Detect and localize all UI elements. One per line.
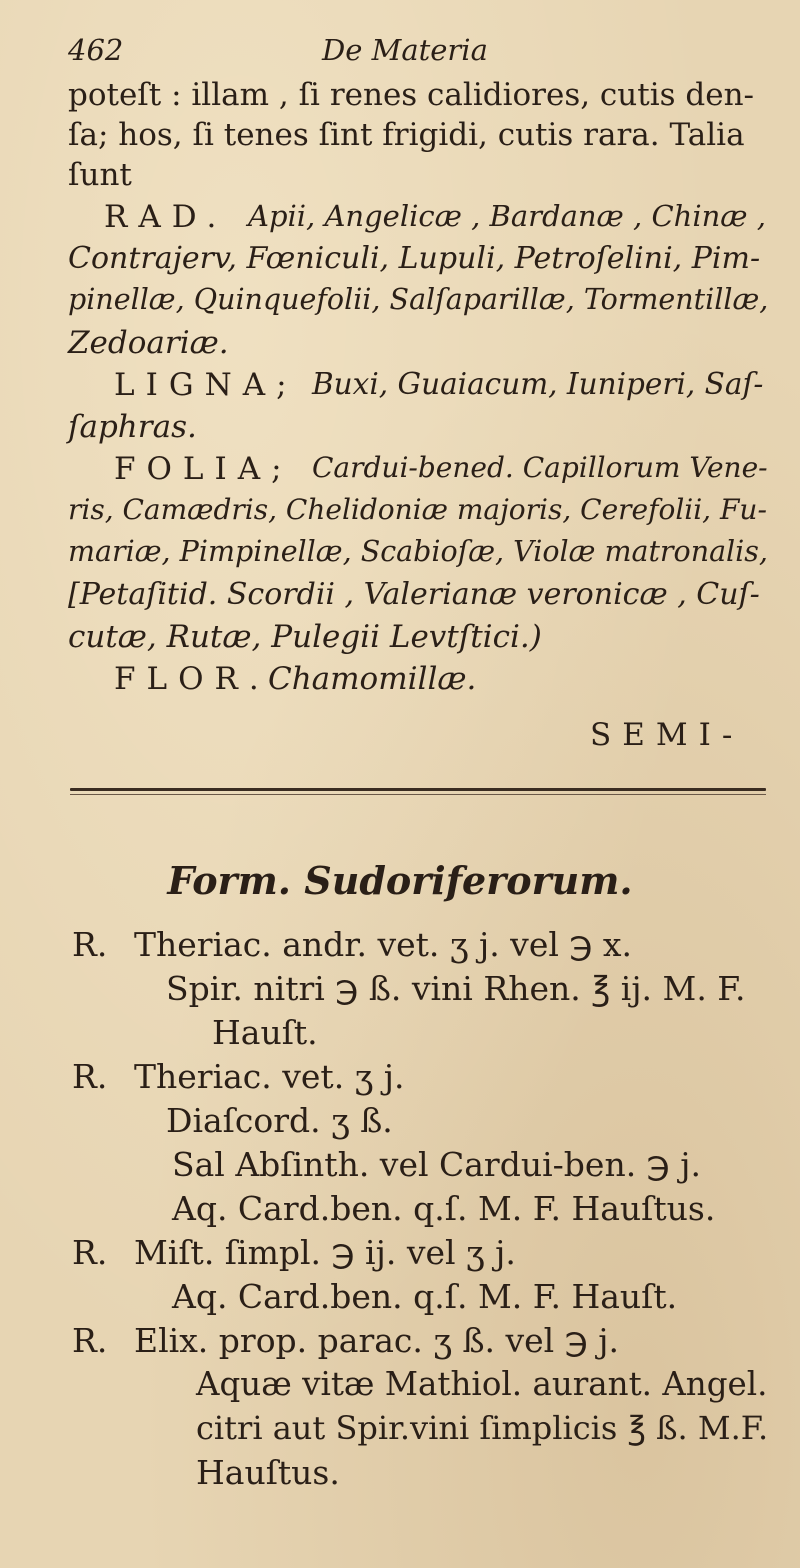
divider-rule: [70, 788, 766, 791]
text-line: pinellæ, Quinquefolii, Salſaparillæ, Tormentillæ,: [68, 283, 769, 316]
running-title: De Materia: [322, 33, 488, 67]
catchword: SEMI-: [590, 717, 744, 753]
page-number: 462: [68, 33, 124, 67]
recipe-rx-mark: R.: [72, 1233, 108, 1272]
text-line: ris, Camædris, Chelidoniæ majoris, Cerefolii, Fu-: [68, 493, 767, 526]
recipe-line: Aq. Card.ben. q.ſ. M. F. Hauſtus.: [172, 1189, 716, 1228]
recipe-rx-mark: R.: [72, 925, 108, 964]
recipe-line: Spir. nitri ℈ ß. vini Rhen. ℥ ij. M. F.: [166, 969, 746, 1008]
text-line: [Petaſitid. Scordii , Valerianæ veronicæ , Cuſ-: [68, 577, 760, 612]
text-line: Apii, Angelicæ , Bardanæ , Chinæ ,: [248, 199, 766, 233]
text-line: Chamomillæ.: [268, 661, 477, 697]
recipe-rx-mark: R.: [72, 1057, 108, 1096]
recipe-line: Sal Abſinth. vel Cardui-ben. ℈ j.: [172, 1145, 701, 1184]
section-label-folia: FOLIA;: [114, 451, 293, 487]
text-line: Buxi, Guaiacum, Iuniperi, Saſ-: [312, 367, 764, 401]
section-label-ligna: LIGNA;: [114, 367, 298, 403]
recipe-line: citri aut Spir.vini ſimplicis ℥ ß. M.F.: [196, 1409, 769, 1447]
text-line: cutæ, Rutæ, Pulegii Levtſtici.): [68, 619, 542, 655]
formulae-title: Form. Sudoriferorum.: [167, 858, 633, 903]
text-line: mariæ, Pimpinellæ, Scabioſæ, Violæ matronalis,: [68, 535, 768, 568]
section-label-flor: FLOR.: [114, 661, 270, 697]
recipe-line: Aquæ vitæ Mathiol. aurant. Angel.: [196, 1365, 768, 1403]
recipe-line: Theriac. andr. vet. ʒ j. vel ℈ x.: [134, 925, 633, 964]
recipe-line: Elix. prop. parac. ʒ ß. vel ℈ j.: [134, 1321, 619, 1360]
text-line: ſaphras.: [68, 409, 197, 445]
recipe-line: Aq. Card.ben. q.ſ. M. F. Hauſt.: [172, 1277, 678, 1316]
recipe-line: Miſt. ſimpl. ℈ ij. vel ʒ j.: [134, 1233, 516, 1272]
divider-rule-thin: [70, 794, 766, 795]
section-label-rad: RAD.: [104, 199, 228, 235]
text-line: poteſt : illam , ſi renes calidiores, cutis den-: [68, 77, 755, 113]
text-line: Contrajerv, Fœniculi, Lupuli, Petroſelini, Pim-: [68, 241, 761, 276]
recipe-line: Hauſt.: [212, 1013, 318, 1052]
text-line: ſa; hos, ſi tenes ſint frigidi, cutis rara. Talia: [68, 117, 745, 153]
text-line: Cardui-bened. Capillorum Vene-: [312, 451, 768, 484]
text-line: Zedoariæ.: [68, 325, 229, 361]
recipe-line: Diaſcord. ʒ ß.: [166, 1101, 393, 1140]
recipe-line: Theriac. vet. ʒ j.: [134, 1057, 405, 1096]
recipe-line: Hauſtus.: [196, 1453, 340, 1492]
text-line: ſunt: [68, 157, 132, 193]
recipe-rx-mark: R.: [72, 1321, 108, 1360]
